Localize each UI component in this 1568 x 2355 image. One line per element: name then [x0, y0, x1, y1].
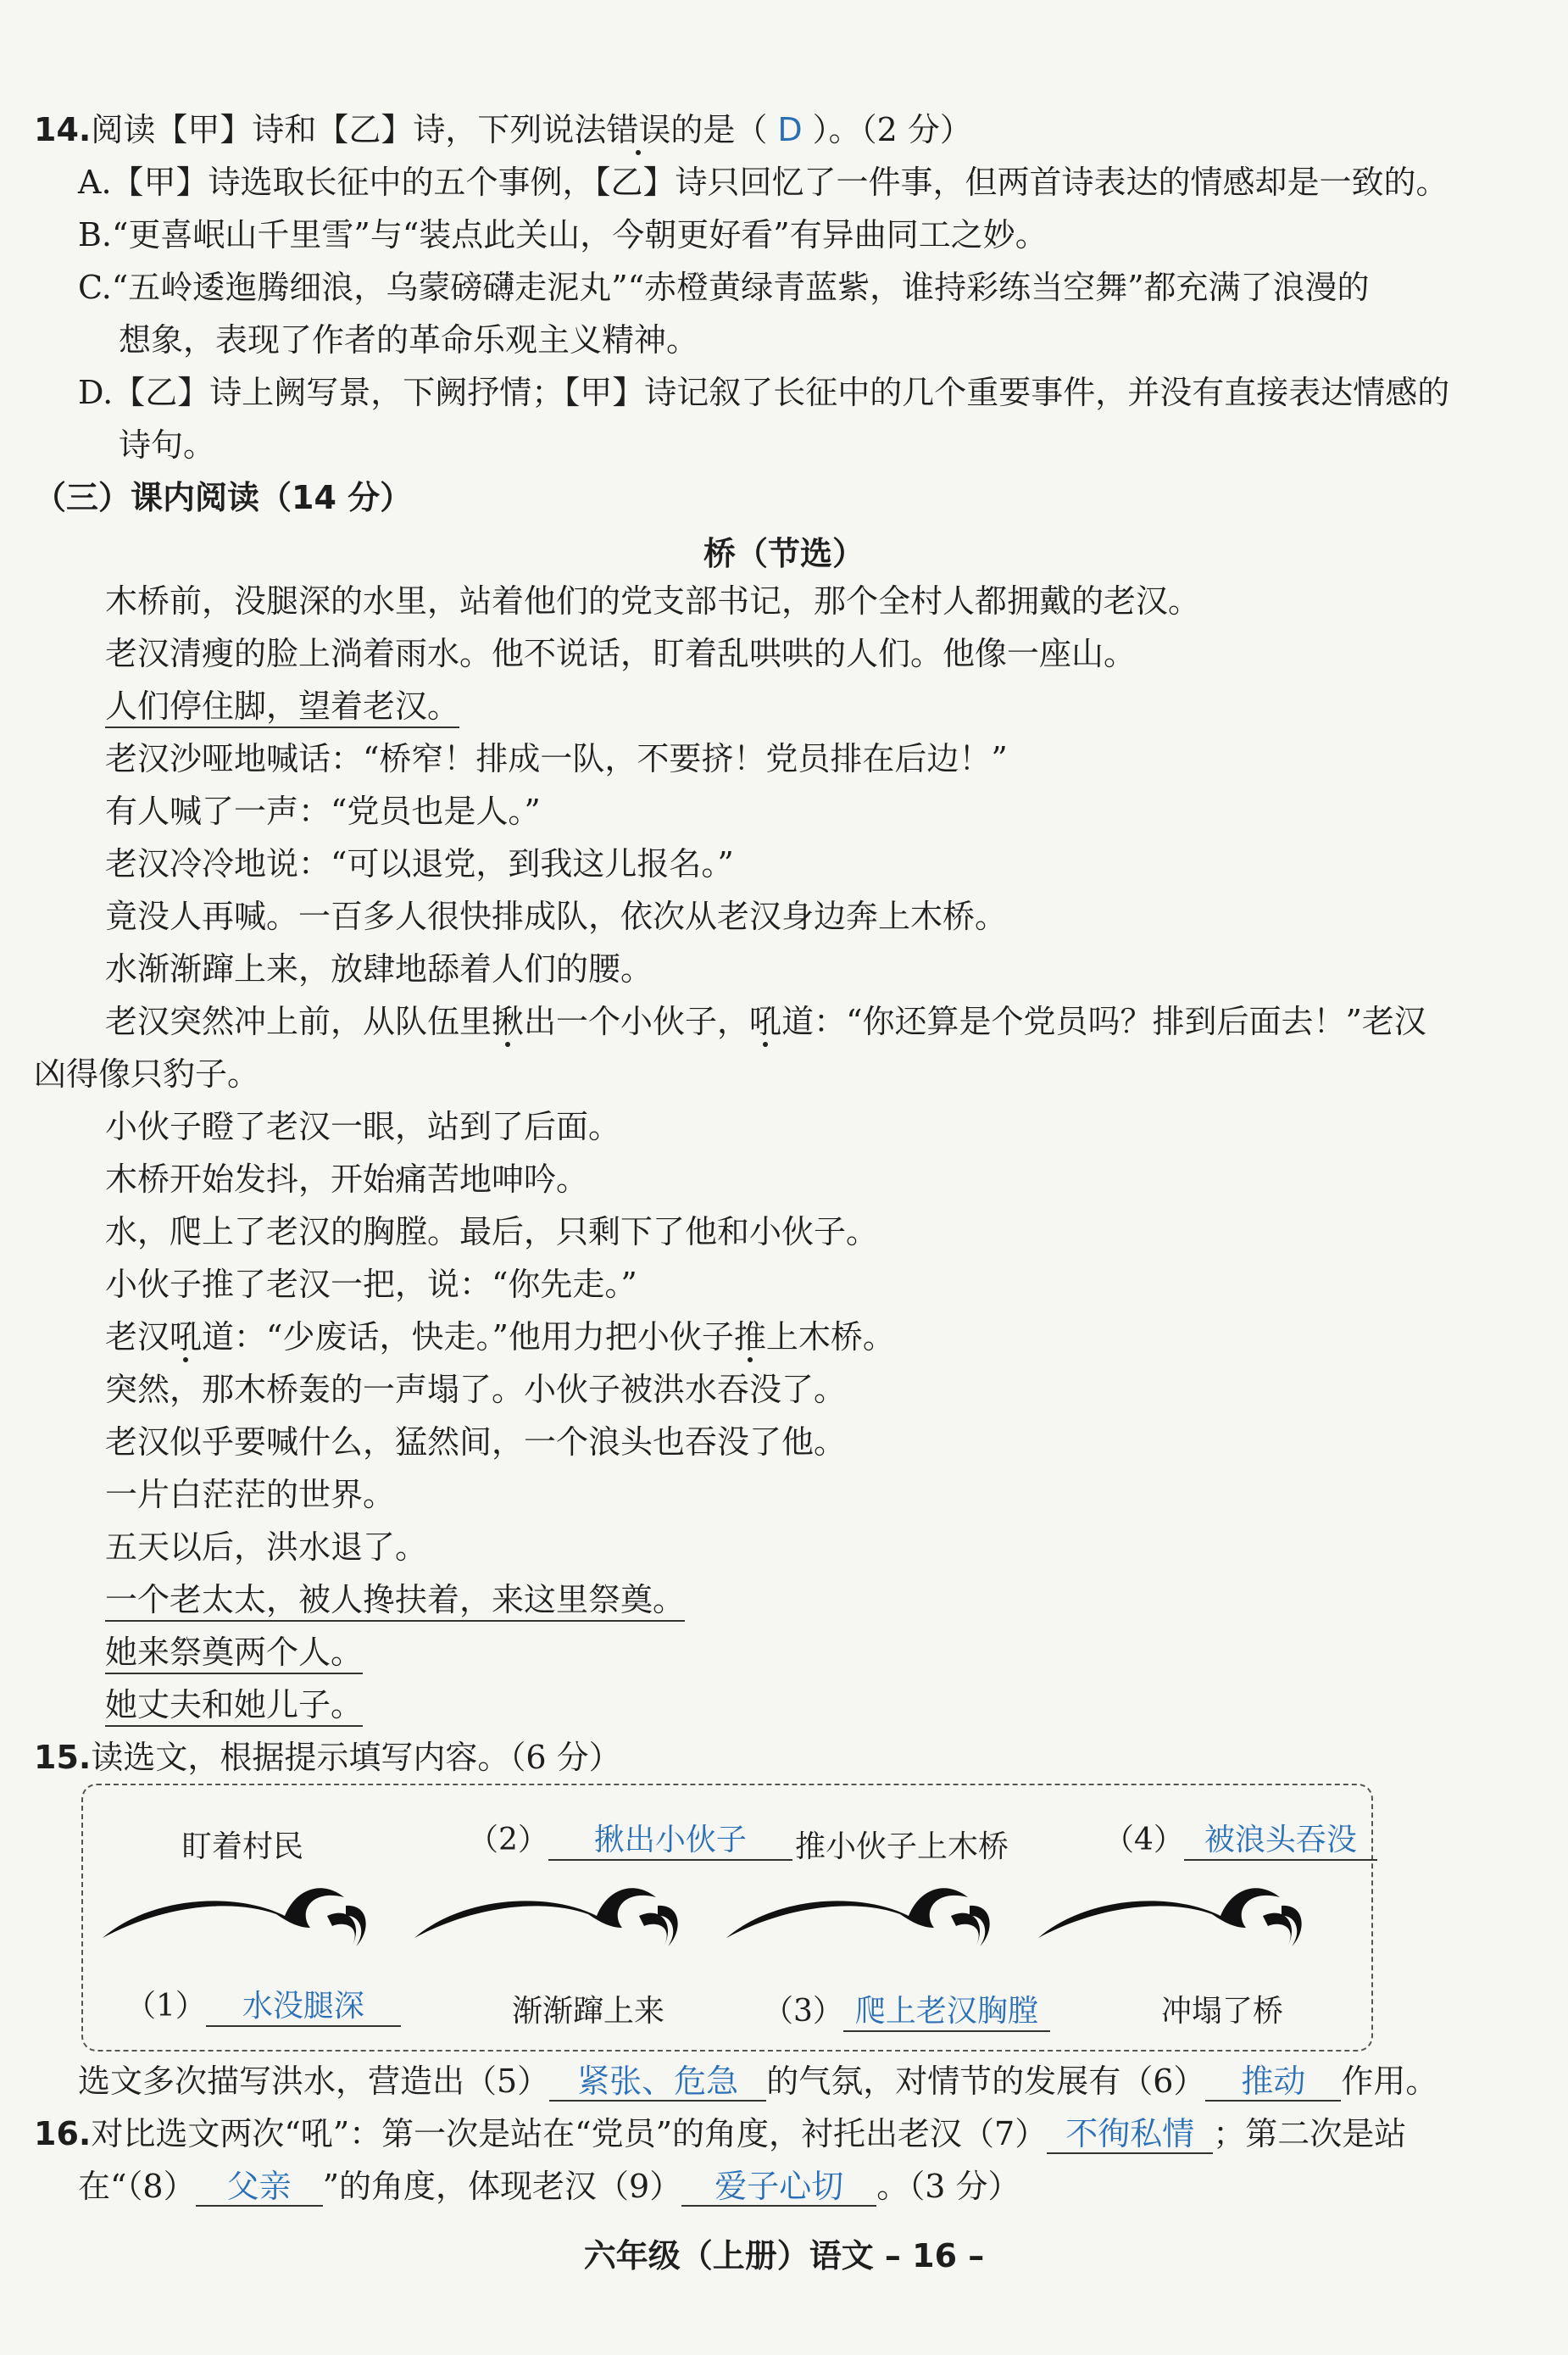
q16-answer-7: 不徇私情 — [1047, 2115, 1213, 2154]
passage-paragraph: 她丈夫和她儿子。 — [105, 1684, 363, 1726]
passage-paragraph: 突然，那木桥轰的一声塌了。小伙子被洪水吞没了。 — [105, 1371, 847, 1408]
passage-paragraph: 她来祭奠两个人。 — [105, 1631, 363, 1673]
q16-number: 16. — [34, 2115, 92, 2152]
passage-paragraph: 竟没人再喊。一百多人很快排成队，依次从老汉身边奔上木桥。 — [105, 898, 1008, 935]
q14-stem: 14.阅读【甲】诗和【乙】诗，下列说法错误的是（ D ）。（2 分） — [34, 111, 972, 148]
passage-paragraph: 木桥开始发抖，开始痛苦地呻吟。 — [105, 1161, 589, 1198]
page-footer: 六年级（上册）语文 – 16 – — [583, 2237, 985, 2274]
q16-answer-8: 父亲 — [196, 2168, 323, 2207]
wave-icon — [722, 1872, 993, 1957]
q16-stem-cont: 在“（8） 父亲 ”的角度，体现老汉（9） 爱子心切 。（3 分） — [78, 2168, 1020, 2205]
passage-paragraph: 有人喊了一声：“党员也是人。” — [105, 793, 541, 830]
passage-paragraph: 老汉清瘦的脸上淌着雨水。他不说话，盯着乱哄哄的人们。他像一座山。 — [105, 635, 1137, 672]
q14-option-d-cont: 诗句。 — [119, 426, 216, 464]
q15-answer-2: 揪出小伙子 — [548, 1822, 792, 1861]
passage-paragraph: 小伙子瞪了老汉一眼，站到了后面。 — [105, 1108, 621, 1145]
q15-number: 15. — [34, 1739, 92, 1776]
passage-paragraph: 老汉突然冲上前，从队伍里揪出一个小伙子，吼道：“你还算是个党员吗？排到后面去！”老汉 — [105, 1003, 1426, 1040]
wave-icon — [98, 1872, 370, 1957]
q15-answer-4: 被浪头吞没 — [1184, 1822, 1377, 1861]
q16-answer-9: 爱子心切 — [681, 2168, 876, 2207]
passage-paragraph: 老汉似乎要喊什么，猛然间，一个浪头也吞没了他。 — [105, 1423, 847, 1461]
q15-summary: 选文多次描写洪水，营造出（5） 紧张、危急 的气氛，对情节的发展有（6） 推动 作用。 — [78, 2063, 1438, 2100]
q15-answer-6: 推动 — [1205, 2063, 1341, 2102]
q14-option-c: C.“五岭逶迤腾细浪，乌蒙磅礴走泥丸”“赤橙黄绿青蓝紫，谁持彩练当空舞”都充满了浪漫的 — [78, 269, 1370, 306]
passage-paragraph: 五天以后，洪水退了。 — [105, 1528, 428, 1566]
flow-bottom-label-2: 渐渐蹿上来 — [512, 1994, 665, 2029]
q15-answer-5: 紧张、危急 — [549, 2063, 766, 2102]
flow-top-label-4: （4） 被浪头吞没 — [1104, 1816, 1377, 1861]
passage-paragraph: 老汉冷冷地说：“可以退党，到我这儿报名。” — [105, 845, 734, 882]
passage-paragraph: 人们停住脚，望着老汉。 — [105, 685, 459, 727]
passage-paragraph: 一个老太太，被人搀扶着，来这里祭奠。 — [105, 1578, 685, 1621]
q14-emphasis: 错误 — [606, 111, 671, 148]
q14-answer: D — [777, 111, 803, 148]
q15-answer-1: 水没腿深 — [206, 1988, 401, 2027]
flow-bottom-label-3: （3） 爬上老汉胸膛 — [763, 1987, 1050, 2032]
q14-option-b: B.“更喜岷山千里雪”与“装点此关山，今朝更好看”有异曲同工之妙。 — [78, 216, 1048, 253]
passage-paragraph: 一片白茫茫的世界。 — [105, 1476, 396, 1513]
q14-number: 14. — [34, 111, 92, 148]
flow-bottom-label-1: （1） 水没腿深 — [125, 1982, 401, 2027]
wave-icon — [1034, 1872, 1305, 1957]
flow-bottom-label-4: 冲塌了桥 — [1161, 1994, 1284, 2029]
passage-paragraph: 水，爬上了老汉的胸膛。最后，只剩下了他和小伙子。 — [105, 1213, 879, 1250]
q15-stem: 15.读选文，根据提示填写内容。（6 分） — [34, 1739, 621, 1776]
q14-option-d: D.【乙】诗上阙写景，下阙抒情；【甲】诗记叙了长征中的几个重要事件，并没有直接表达情感的 — [78, 374, 1450, 411]
wave-icon — [410, 1872, 681, 1957]
section-heading: （三）课内阅读（14 分） — [34, 479, 413, 516]
q15-answer-3: 爬上老汉胸膛 — [843, 1993, 1050, 2032]
q16-stem: 16.对比选文两次“吼”：第一次是站在“党员”的角度，衬托出老汉（7） 不徇私情 ；第二次是站 — [34, 2115, 1407, 2152]
flow-top-label-3: 推小伙子上木桥 — [795, 1829, 1009, 1864]
flow-top-label-1: 盯着村民 — [181, 1829, 304, 1864]
passage-paragraph: 小伙子推了老汉一把，说：“你先走。” — [105, 1266, 637, 1303]
passage-paragraph: 老汉吼道：“少废话，快走。”他用力把小伙子推上木桥。 — [105, 1318, 895, 1356]
passage-paragraph-cont: 凶得像只豹子。 — [34, 1055, 260, 1093]
q14-option-c-cont: 想象，表现了作者的革命乐观主义精神。 — [119, 321, 699, 359]
passage-paragraph: 水渐渐蹿上来，放肆地舔着人们的腰。 — [105, 950, 653, 988]
passage-paragraph: 老汉沙哑地喊话：“桥窄！排成一队，不要挤！党员排在后边！” — [105, 740, 1008, 777]
passage-title: 桥（节选） — [703, 535, 865, 572]
flow-top-label-2: （2） 揪出小伙子 — [468, 1816, 792, 1861]
q14-option-a: A.【甲】诗选取长征中的五个事例，【乙】诗只回忆了一件事，但两首诗表达的情感却是一致的。 — [78, 164, 1448, 201]
passage-paragraph: 木桥前，没腿深的水里，站着他们的党支部书记，那个全村人都拥戴的老汉。 — [105, 582, 1201, 620]
